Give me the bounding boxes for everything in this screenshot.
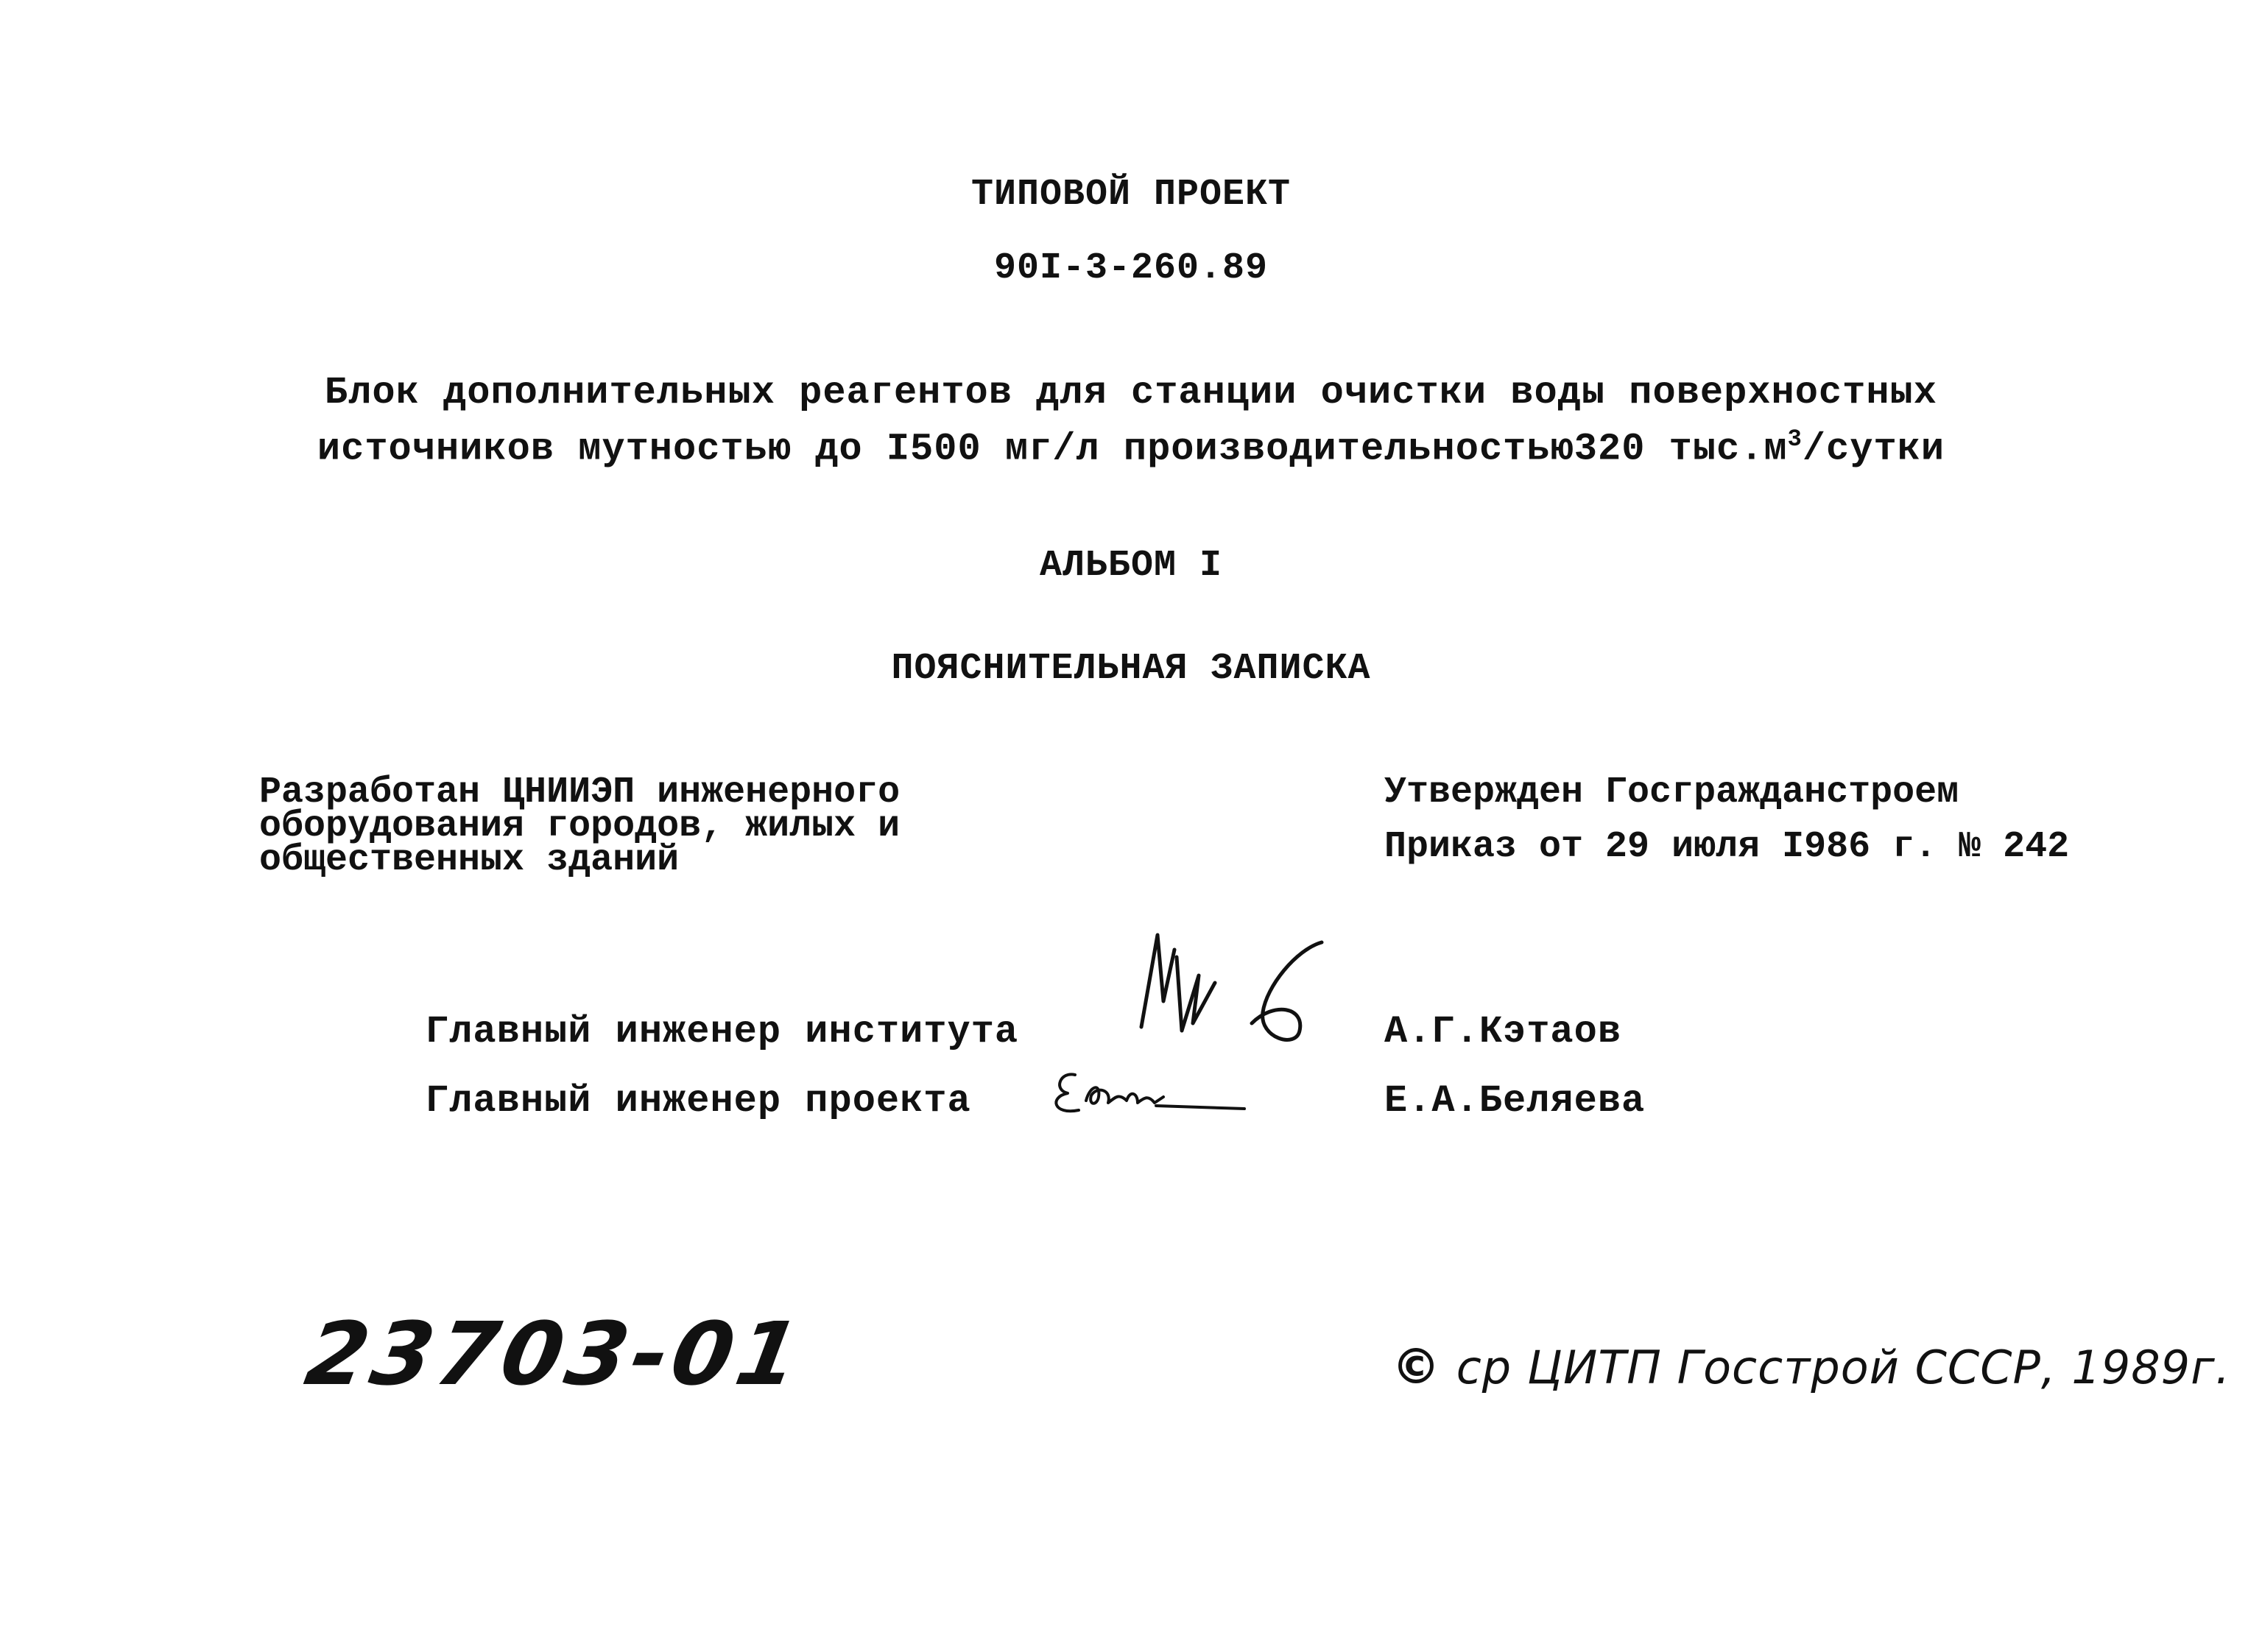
description-line-2-text: источников мутностью до I500 мг/л производительностью320 тыс.м [317,427,1788,471]
copyright-line [1392,1338,2230,1395]
description-superscript: 3 [1787,426,1803,453]
signature-chief-engineer-project [1046,1060,1252,1126]
signatory-role-1: Главный инженер института [426,1010,1019,1053]
developer-block [259,772,900,882]
approval-line-1: Утвержден Госгражданстроем [1384,772,1959,813]
description-line-1: Блок дополнительных реагентов для станции очистки воды поверхностных [325,371,1937,414]
developer-line-3: общественных зданий [259,839,680,881]
album-label: АЛЬБОМ I [1039,545,1223,587]
project-number: 90I-3-260.89 [993,247,1269,289]
description-line-2-unit: /сутки [1802,427,1945,471]
signatory-name-2: Е.А.Беляева [1384,1079,1646,1123]
approval-block [1384,772,2069,869]
project-label: ТИПОВОЙ ПРОЕКТ [970,174,1292,216]
approval-line-2: Приказ от 29 июля I986 г. № 242 [1384,826,2070,868]
developer-line-2: оборудования городов, жилых и [259,805,901,847]
signature-chief-engineer-institute [1112,920,1347,1067]
description-line-2 [0,426,2262,470]
developer-line-1: Разработан ЦНИИЭП инженерного [259,772,901,813]
document-title: ПОЯСНИТЕЛЬНАЯ ЗАПИСКА [891,648,1371,690]
copyright-text: ср ЦИТП Госстрой СССР, 1989г. [1456,1341,2231,1394]
inventory-number: 23703-01 [298,1303,811,1405]
signatory-role-2: Главный инженер проекта [426,1079,971,1123]
signatory-name-1: А.Г.Кэтаов [1384,1010,1622,1053]
copyright-symbol-icon: © [1392,1338,1441,1395]
